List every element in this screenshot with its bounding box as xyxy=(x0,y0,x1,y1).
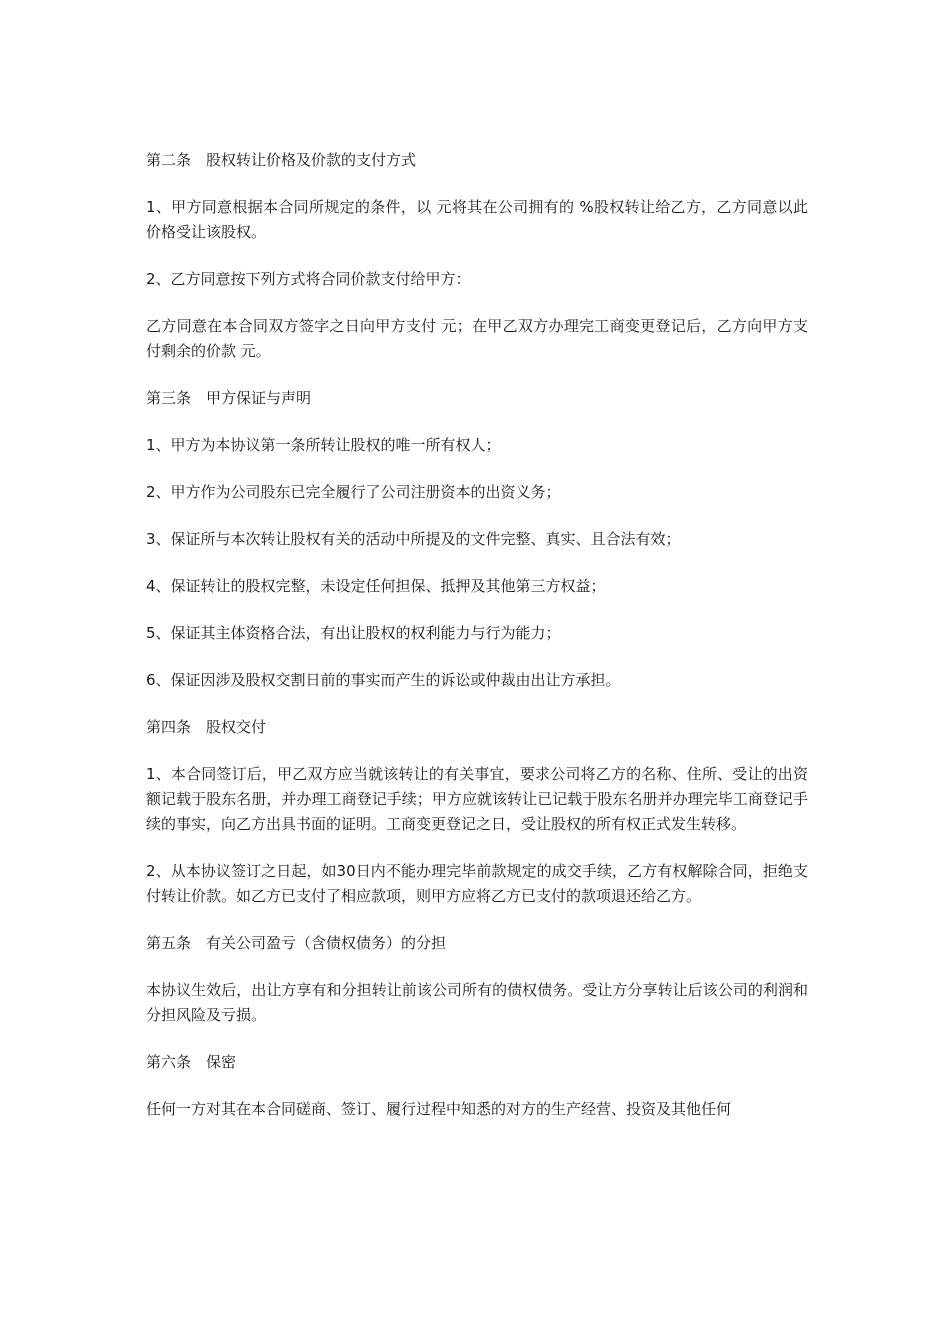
article-3-clause-3: 3、保证所与本次转让股权有关的活动中所提及的文件完整、真实、且合法有效； xyxy=(146,530,681,548)
article-3-clause-4: 4、保证转让的股权完整，未设定任何担保、抵押及其他第三方权益； xyxy=(146,577,606,595)
article-6-body: 任何一方对其在本合同磋商、签订、履行过程中知悉的对方的生产经营、投资及其他任何 xyxy=(146,1100,732,1118)
article-4-heading: 第四条 股权交付 xyxy=(146,718,267,736)
article-5-body: 本协议生效后，出让方享有和分担转让前该公司所有的债权债务。受让方分享转让后该公司的利润和分担风险及亏损。 xyxy=(146,981,808,1024)
article-4-clause-1: 1、本合同签订后，甲乙双方应当就该转让的有关事宜，要求公司将乙方的名称、住所、受让的出资额记载于股东名册，并办理工商登记手续；甲方应就该转让已记载于股东名册并办理完毕工商登记手续的事实，向乙方出具书面的证明。工商变更登记之日，受让股权的所有权正式发生转移。 xyxy=(146,765,808,833)
article-3-clause-1: 1、甲方为本协议第一条所转让股权的唯一所有权人； xyxy=(146,436,501,454)
article-2-clause-2: 2、乙方同意按下列方式将合同价款支付给甲方： xyxy=(146,270,471,288)
article-3-clause-2: 2、甲方作为公司股东已完全履行了公司注册资本的出资义务； xyxy=(146,483,561,501)
article-3-heading: 第三条 甲方保证与声明 xyxy=(146,389,312,407)
article-2-clause-1: 1、甲方同意根据本合同所规定的条件，以 元将其在公司拥有的 %股权转让给乙方，乙方同意以此价格受让该股权。 xyxy=(146,198,808,241)
article-5-heading: 第五条 有关公司盈亏（含债权债务）的分担 xyxy=(146,934,447,952)
article-6-heading: 第六条 保密 xyxy=(146,1053,237,1071)
article-3-clause-5: 5、保证其主体资格合法，有出让股权的权利能力与行为能力； xyxy=(146,624,561,642)
article-2-payment-terms: 乙方同意在本合同双方签字之日向甲方支付 元；在甲乙双方办理完工商变更登记后，乙方向甲方支付剩余的价款 元。 xyxy=(146,317,808,360)
article-2-heading: 第二条 股权转让价格及价款的支付方式 xyxy=(146,151,417,169)
article-4-clause-2: 2、从本协议签订之日起，如30日内不能办理完毕前款规定的成交手续，乙方有权解除合同，拒绝支付转让价款。如乙方已支付了相应款项，则甲方应将乙方已支付的款项退还给乙方。 xyxy=(146,862,808,905)
document-page xyxy=(146,148,808,1144)
article-3-clause-6: 6、保证因涉及股权交割日前的事实而产生的诉讼或仲裁由出让方承担。 xyxy=(146,671,621,689)
